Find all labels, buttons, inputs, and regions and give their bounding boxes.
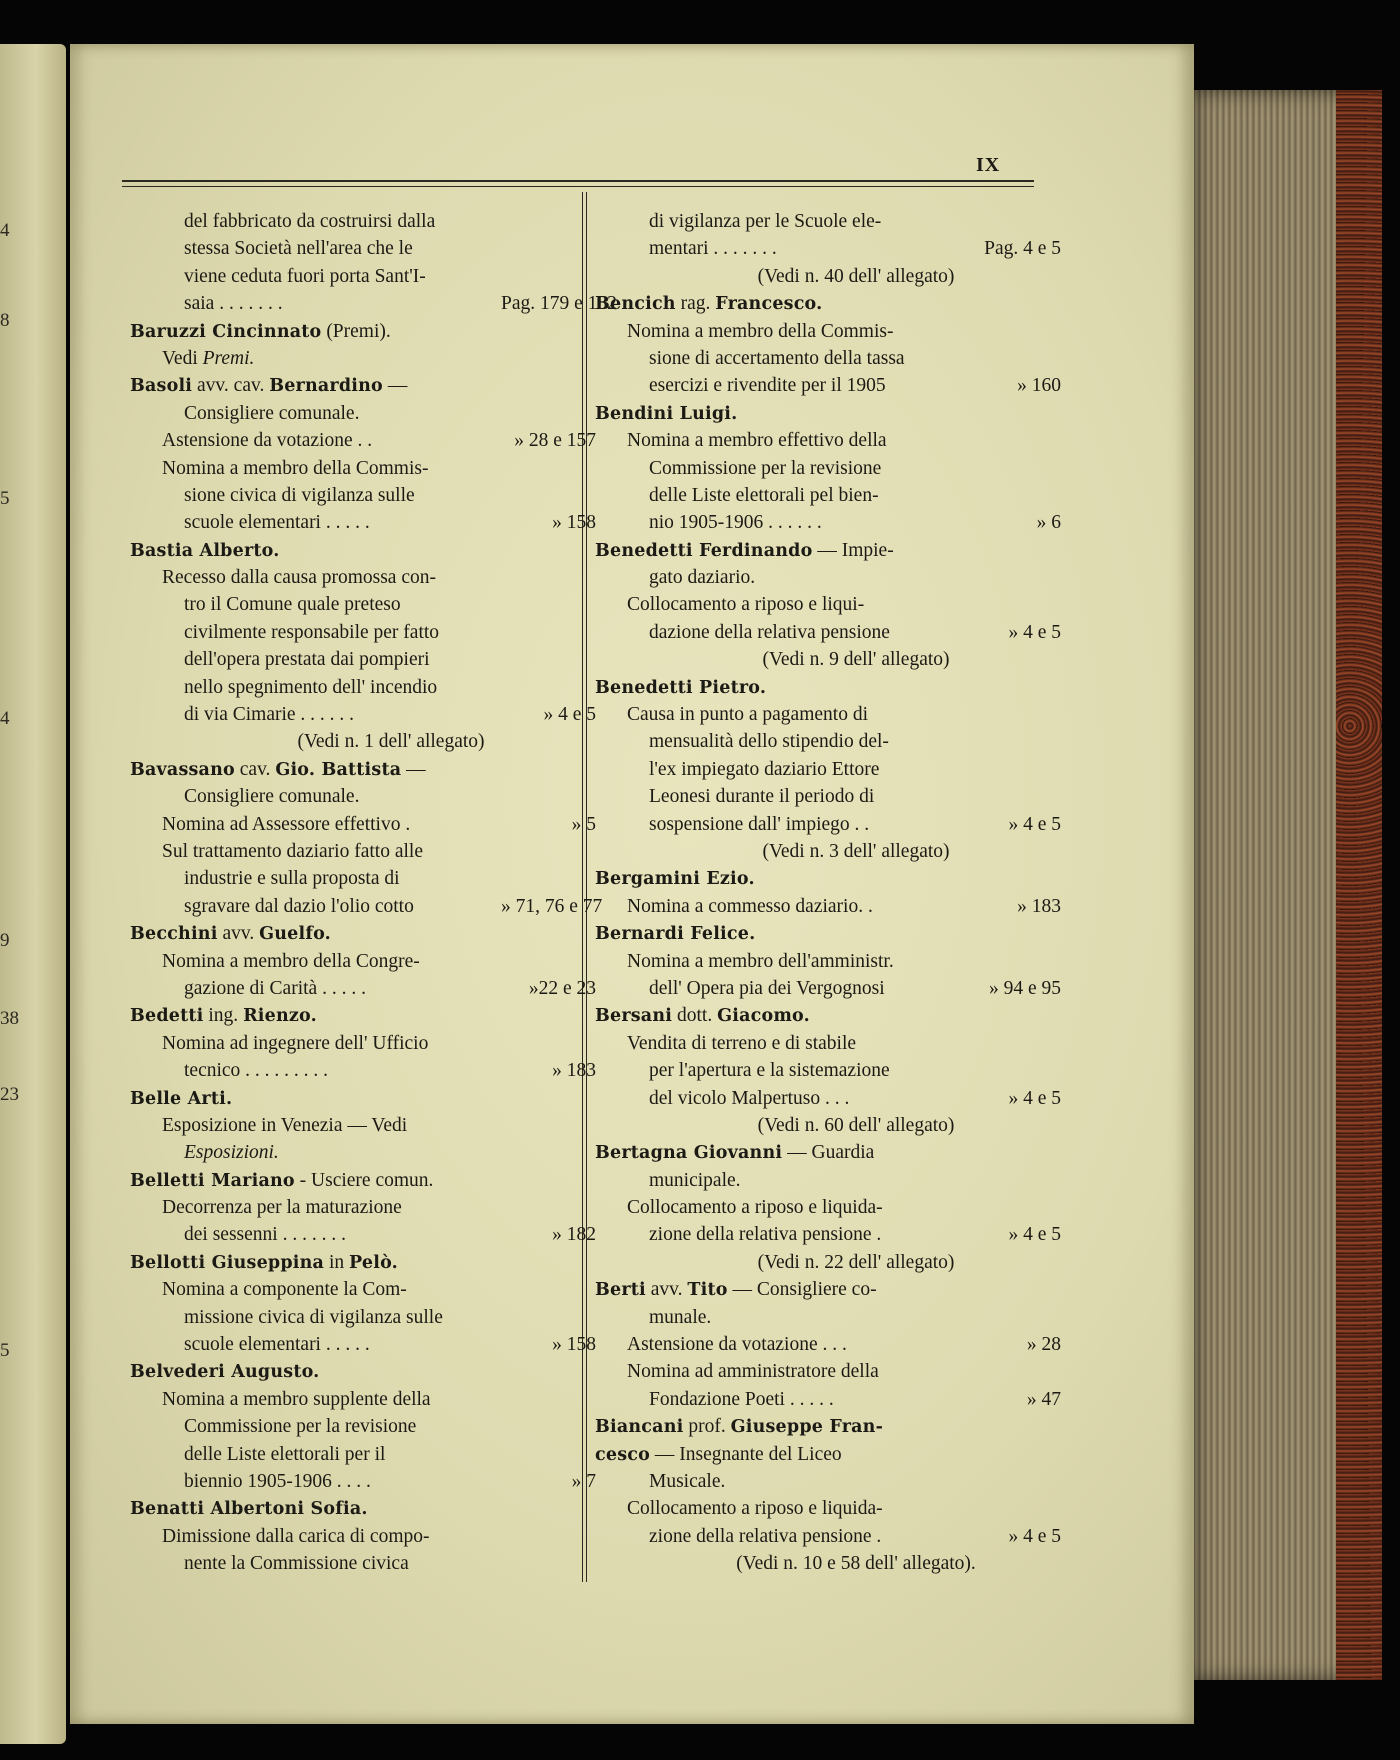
- entry-text: Nomina a membro supplente della: [162, 1388, 431, 1410]
- entry-text: Causa in punto a pagamento di: [627, 704, 868, 726]
- entry-name: Biancani: [595, 1417, 684, 1438]
- book-cover-marbled: [1336, 90, 1382, 1680]
- index-entry-line: [595, 1386, 1061, 1413]
- index-entry-line: [595, 1358, 1061, 1385]
- entry-text: biennio 1905-1906 . . . .: [184, 1470, 371, 1492]
- index-entry-line: [595, 455, 1061, 482]
- entry-text: del vicolo Malpertuso . . .: [649, 1087, 850, 1109]
- entry-text: Nomina a membro della Commis-: [162, 457, 429, 479]
- entry-text: scuole elementari . . . . .: [184, 1334, 370, 1356]
- entry-text: (Vedi n. 3 dell' allegato): [762, 840, 950, 862]
- index-entry-heading: [130, 318, 596, 345]
- entry-text: Nomina ad Assessore effettivo .: [162, 813, 411, 835]
- page-reference: » 6: [1036, 512, 1061, 534]
- index-entry-line: [595, 1495, 1061, 1522]
- page-reference: » 4 e 5: [543, 704, 596, 726]
- entry-title: cav.: [234, 758, 276, 780]
- index-entry-line: [595, 591, 1061, 618]
- page-reference: » 47: [1026, 1388, 1061, 1410]
- index-entry-line: [130, 509, 596, 536]
- index-entry-line: [130, 1441, 596, 1468]
- page-reference: » 183: [1017, 895, 1061, 917]
- entry-note: — Impie-: [812, 539, 894, 561]
- entry-name: Giuseppe Fran-: [730, 1417, 884, 1438]
- index-entry-heading: [595, 1139, 1061, 1166]
- index-entry-heading: [130, 1495, 596, 1522]
- index-entry-line: [130, 1112, 596, 1139]
- entry-name: Bellotti Giuseppina: [130, 1252, 325, 1273]
- index-entry-line: [595, 838, 1061, 865]
- entry-text: Commissione per la revisione: [649, 457, 882, 479]
- entry-text: Musicale.: [649, 1470, 726, 1492]
- entry-text: Fondazione Poeti . . . . .: [649, 1388, 834, 1410]
- index-entry-line: [130, 1331, 596, 1358]
- margin-number: 4: [0, 220, 10, 241]
- entry-text: saia . . . . . . .: [184, 293, 283, 315]
- index-entry-line: [130, 701, 596, 728]
- entry-text: zione della relativa pensione .: [649, 1224, 882, 1246]
- entry-name: Bastia Alberto.: [130, 540, 280, 561]
- entry-text: gato daziario.: [649, 567, 756, 589]
- page-reference: » 7: [571, 1470, 596, 1492]
- page-reference: » 4 e 5: [1008, 621, 1061, 643]
- index-entry-line: [130, 1468, 596, 1495]
- index-entry-line: [595, 893, 1061, 920]
- index-entry-line: [595, 482, 1061, 509]
- entry-note: (Premi).: [321, 320, 391, 342]
- index-entry-heading: [130, 920, 596, 947]
- index-entry-heading: [595, 1413, 1061, 1440]
- index-entry-line: [595, 756, 1061, 783]
- entry-text: (Vedi n. 40 dell' allegato): [757, 265, 955, 287]
- margin-number: 5: [0, 1340, 10, 1361]
- entry-text: Nomina a membro della Commis-: [627, 320, 894, 342]
- index-entry-line: [595, 1112, 1061, 1139]
- entry-text: stessa Società nell'area che le: [184, 238, 413, 260]
- index-entry-line: [130, 865, 596, 892]
- entry-text: (Vedi n. 22 dell' allegato): [757, 1251, 955, 1273]
- entry-note: —: [382, 375, 408, 397]
- index-entry-line: [130, 1413, 596, 1440]
- entry-name: Bergamini Ezio.: [595, 869, 755, 890]
- entry-note: —: [401, 758, 426, 780]
- margin-number: 38: [0, 1008, 19, 1029]
- entry-name: cesco: [595, 1444, 650, 1465]
- index-entry-line: [595, 235, 1061, 262]
- entry-title: avv.: [645, 1279, 688, 1301]
- entry-text: delle Liste elettorali per il: [184, 1443, 386, 1465]
- index-entry-line: [595, 728, 1061, 755]
- entry-text: sospensione dall' impiego . .: [649, 813, 870, 835]
- entry-text: Decorrenza per la maturazione: [162, 1197, 402, 1219]
- entry-text: nente la Commissione civica: [184, 1553, 409, 1575]
- margin-number: 23: [0, 1084, 19, 1105]
- index-entry-line: [130, 290, 617, 317]
- index-entry-heading: [595, 290, 1061, 317]
- entry-text: tro il Comune quale preteso: [184, 594, 401, 616]
- previous-page-edge: [0, 44, 66, 1744]
- index-entry-line: [595, 1304, 1061, 1331]
- entry-text: nio 1905-1906 . . . . . .: [649, 512, 822, 534]
- entry-text: municipale.: [649, 1169, 741, 1191]
- entry-note: — Insegnante del Liceo: [649, 1443, 842, 1465]
- entry-name: Baruzzi Cincinnato: [130, 321, 322, 342]
- entry-text: Consigliere comunale.: [184, 786, 360, 808]
- entry-text: Recesso dalla causa promossa con-: [162, 567, 436, 589]
- index-entry-line: [130, 482, 596, 509]
- index-entry-heading: [595, 1441, 1061, 1468]
- index-entry-line: [130, 1523, 596, 1550]
- index-entry-line: [130, 811, 596, 838]
- page-reference: » 4 e 5: [1008, 1525, 1061, 1547]
- page-reference: » 182: [552, 1224, 596, 1246]
- margin-number: 9: [0, 930, 10, 951]
- entry-text: munale.: [649, 1306, 712, 1328]
- entry-title: rag.: [675, 293, 716, 315]
- index-entry-line: [130, 1221, 596, 1248]
- entry-text: missione civica di vigilanza sulle: [184, 1306, 443, 1328]
- entry-text: Commissione per la revisione: [184, 1416, 417, 1438]
- index-entry-line: [595, 564, 1061, 591]
- page-reference: » 158: [552, 1334, 596, 1356]
- entry-name: Belvederi Augusto.: [130, 1362, 320, 1383]
- entry-text: Astensione da votazione . . .: [627, 1334, 847, 1356]
- index-entry-line: [595, 427, 1061, 454]
- index-entry-line: [130, 1550, 596, 1577]
- index-entry-line: [130, 646, 596, 673]
- entry-text: Vendita di terreno e di stabile: [627, 1032, 857, 1054]
- index-entry-heading: [595, 1002, 1061, 1029]
- index-entry-line: [130, 591, 596, 618]
- index-entry-line: [130, 564, 596, 591]
- index-entry-line: [130, 674, 596, 701]
- entry-note: — Guardia: [782, 1142, 875, 1164]
- entry-name: Benedetti Ferdinando: [595, 540, 813, 561]
- entry-text: Nomina a commesso daziario. .: [627, 895, 873, 917]
- index-entry-line: [130, 975, 596, 1002]
- entry-text: civilmente responsabile per fatto: [184, 621, 440, 643]
- header-rule: [122, 180, 1034, 182]
- index-entry-heading: [595, 537, 1061, 564]
- index-entry-line: [595, 619, 1061, 646]
- index-entry-heading: [130, 1358, 596, 1385]
- header-rule-thin: [122, 186, 1034, 187]
- entry-text: (Vedi n. 1 dell' allegato): [297, 731, 485, 753]
- index-entry-line: [595, 1057, 1061, 1084]
- page-reference: Pag. 179 e 182: [501, 293, 617, 315]
- entry-text: del fabbricato da costruirsi dalla: [184, 211, 436, 232]
- entry-text: mensualità dello stipendio del-: [649, 731, 889, 753]
- entry-name: Belle Arti.: [130, 1088, 233, 1109]
- index-column-left: [130, 208, 617, 1578]
- index-entry-line: [130, 1194, 596, 1221]
- page-reference: » 4 e 5: [1008, 1224, 1061, 1246]
- margin-number: 5: [0, 488, 10, 509]
- entry-text: dazione della relativa pensione: [649, 621, 890, 643]
- index-entry-line: [595, 783, 1061, 810]
- entry-text: sione civica di vigilanza sulle: [184, 484, 415, 506]
- entry-text: dell'opera prestata dai pompieri: [184, 649, 430, 671]
- entry-text: di vigilanza per le Scuole ele-: [649, 211, 882, 232]
- index-entry-heading: [130, 1002, 596, 1029]
- margin-number: 8: [0, 310, 10, 331]
- entry-text: scuole elementari . . . . .: [184, 512, 370, 534]
- index-entry-line: [595, 646, 1061, 673]
- index-entry-heading: [130, 1167, 596, 1194]
- entry-title: in: [324, 1251, 350, 1273]
- index-entry-line: [130, 893, 603, 920]
- entry-name: Berti: [595, 1280, 646, 1301]
- index-entry-heading: [595, 1276, 1061, 1303]
- page-reference: » 28 e 157: [514, 430, 596, 452]
- entry-name: Bavassano: [130, 759, 235, 780]
- entry-text: Nomina a membro della Congre-: [162, 950, 420, 972]
- page-reference: » 94 e 95: [988, 977, 1061, 999]
- entry-name: Rienzo.: [243, 1006, 317, 1027]
- index-entry-line: [595, 1550, 1061, 1577]
- entry-text: Dimissione dalla carica di compo-: [162, 1525, 430, 1547]
- index-entry-line: [130, 208, 596, 235]
- entry-text: Consigliere comunale.: [184, 402, 360, 424]
- margin-number: 4: [0, 708, 10, 729]
- entry-text: sione di accertamento della tassa: [649, 347, 905, 369]
- index-entry-line: [130, 345, 596, 372]
- entry-name: Bedetti: [130, 1006, 204, 1027]
- entry-text: gazione di Carità . . . . .: [184, 977, 366, 999]
- entry-note: — Consigliere co-: [727, 1279, 877, 1301]
- entry-name: Giacomo.: [717, 1006, 810, 1027]
- entry-name: Gio. Battista: [275, 759, 402, 780]
- entry-text: sgravare dal dazio l'olio cotto: [184, 895, 414, 917]
- entry-text: (Vedi n. 9 dell' allegato): [762, 649, 950, 671]
- entry-name: Belletti Mariano: [130, 1170, 295, 1191]
- entry-name: Benatti Albertoni Sofia.: [130, 1499, 368, 1520]
- entry-name: Tito: [687, 1280, 728, 1301]
- entry-name: Benedetti Pietro.: [595, 677, 767, 698]
- index-entry-heading: [130, 1249, 596, 1276]
- entry-name: Bertagna Giovanni: [595, 1143, 783, 1164]
- entry-text: esercizi e rivendite per il 1905: [649, 375, 886, 397]
- index-entry-heading: [595, 920, 1061, 947]
- entry-text: Nomina a membro dell'amministr.: [627, 950, 894, 972]
- index-entry-line: [595, 1167, 1061, 1194]
- index-entry-line: [130, 838, 596, 865]
- entry-title: ing.: [203, 1005, 244, 1027]
- page-reference: » 4 e 5: [1008, 813, 1061, 835]
- entry-text: industrie e sulla proposta di: [184, 868, 400, 890]
- entry-text: tecnico . . . . . . . . .: [184, 1060, 329, 1082]
- index-entry-line: [595, 1523, 1061, 1550]
- index-entry-line: [595, 509, 1061, 536]
- entry-title: prof.: [683, 1416, 731, 1438]
- index-entry-line: [595, 948, 1061, 975]
- entry-text: nello spegnimento dell' incendio: [184, 676, 438, 698]
- index-entry-heading: [130, 756, 596, 783]
- entry-name: Bendini Luigi.: [595, 403, 738, 424]
- index-entry-line: [595, 1468, 1061, 1495]
- index-entry-line: [595, 1249, 1061, 1276]
- index-entry-line: [130, 455, 596, 482]
- page-reference: » 158: [552, 512, 596, 534]
- entry-text: di via Cimarie . . . . . .: [184, 704, 355, 726]
- entry-text: (Vedi n. 10 e 58 dell' allegato).: [736, 1553, 976, 1575]
- page-reference: » 71, 76 e 77: [501, 895, 603, 917]
- index-entry-line: [595, 1221, 1061, 1248]
- index-column-right: [595, 208, 1061, 1578]
- index-entry-line: [595, 975, 1061, 1002]
- page-reference: » 28: [1026, 1334, 1061, 1356]
- index-entry-line: [130, 400, 596, 427]
- entry-text: zione della relativa pensione .: [649, 1525, 882, 1547]
- entry-text: viene ceduta fuori porta Sant'I-: [184, 265, 426, 287]
- entry-text: Vedi: [162, 347, 203, 369]
- entry-note: - Usciere comun.: [294, 1169, 434, 1191]
- index-entry-line: [595, 263, 1061, 290]
- entry-reference: Esposizioni.: [184, 1142, 279, 1164]
- index-entry-line: [130, 783, 596, 810]
- entry-title: avv.: [217, 923, 260, 945]
- page-reference: » 4 e 5: [1008, 1087, 1061, 1109]
- index-entry-line: [130, 263, 596, 290]
- page-reference: Pag. 4 e 5: [984, 238, 1061, 260]
- index-entry-heading: [130, 537, 596, 564]
- index-entry-line: [130, 948, 596, 975]
- index-entry-line: [595, 1194, 1061, 1221]
- page-reference: » 160: [1017, 375, 1061, 397]
- entry-title: dott.: [672, 1005, 718, 1027]
- page-number: IX: [976, 154, 1001, 176]
- index-entry-line: [595, 1030, 1061, 1057]
- index-entry-heading: [130, 372, 596, 399]
- entry-name: Bencich: [595, 294, 676, 315]
- entry-text: dell' Opera pia dei Vergognosi: [649, 977, 885, 999]
- index-entry-line: [130, 1304, 596, 1331]
- entry-text: Nomina ad amministratore della: [627, 1361, 879, 1383]
- entry-text: Nomina ad ingegnere dell' Ufficio: [162, 1032, 429, 1054]
- index-entry-line: [130, 1276, 596, 1303]
- index-entry-line: [130, 1139, 596, 1166]
- index-entry-line: [595, 1085, 1061, 1112]
- page-reference: » 183: [552, 1060, 596, 1082]
- entry-name: Becchini: [130, 924, 218, 945]
- index-entry-line: [130, 427, 596, 454]
- index-entry-line: [130, 1030, 596, 1057]
- entry-text: per l'apertura e la sistemazione: [649, 1060, 890, 1082]
- entry-text: Nomina a componente la Com-: [162, 1279, 407, 1301]
- index-entry-line: [595, 345, 1061, 372]
- index-entry-line: [595, 701, 1061, 728]
- index-entry-heading: [130, 1085, 596, 1112]
- entry-text: dei sessenni . . . . . . .: [184, 1224, 346, 1246]
- entry-name: Guelfo.: [259, 924, 331, 945]
- index-entry-heading: [595, 674, 1061, 701]
- index-entry-line: [130, 1386, 596, 1413]
- index-entry-heading: [595, 400, 1061, 427]
- entry-text: Esposizione in Venezia — Vedi: [162, 1114, 408, 1136]
- entry-text: Sul trattamento daziario fatto alle: [162, 840, 423, 862]
- entry-text: Collocamento a riposo e liqui-: [627, 594, 865, 616]
- entry-name: Francesco.: [715, 294, 823, 315]
- entry-text: Collocamento a riposo e liquida-: [627, 1197, 883, 1219]
- page-reference: »22 e 23: [528, 977, 596, 999]
- entry-text: Nomina a membro effettivo della: [627, 430, 887, 452]
- entry-text: mentari . . . . . . .: [649, 238, 777, 260]
- entry-text: (Vedi n. 60 dell' allegato): [757, 1114, 955, 1136]
- entry-name: Basoli: [130, 376, 193, 397]
- index-entry-line: [595, 318, 1061, 345]
- index-entry-line: [595, 811, 1061, 838]
- entry-title: avv. cav.: [192, 375, 270, 397]
- entry-name: Pelò.: [349, 1252, 398, 1273]
- index-entry-line: [595, 208, 1061, 235]
- index-entry-line: [595, 1331, 1061, 1358]
- entry-text: l'ex impiegato daziario Ettore: [649, 758, 880, 780]
- index-entry-line: [130, 728, 596, 755]
- index-entry-heading: [595, 865, 1061, 892]
- entry-text: Collocamento a riposo e liquida-: [627, 1498, 883, 1520]
- entry-text: Leonesi durante il periodo di: [649, 786, 875, 808]
- index-entry-line: [130, 1057, 596, 1084]
- page-reference: » 5: [571, 813, 596, 835]
- index-entry-line: [595, 372, 1061, 399]
- entry-reference: Premi.: [202, 347, 255, 369]
- entry-text: Astensione da votazione . .: [162, 430, 373, 452]
- entry-text: delle Liste elettorali pel bien-: [649, 484, 879, 506]
- index-entry-line: [130, 619, 596, 646]
- entry-name: Bernardino: [269, 376, 383, 397]
- entry-name: Bersani: [595, 1006, 673, 1027]
- index-entry-line: [130, 235, 596, 262]
- entry-name: Bernardi Felice.: [595, 924, 756, 945]
